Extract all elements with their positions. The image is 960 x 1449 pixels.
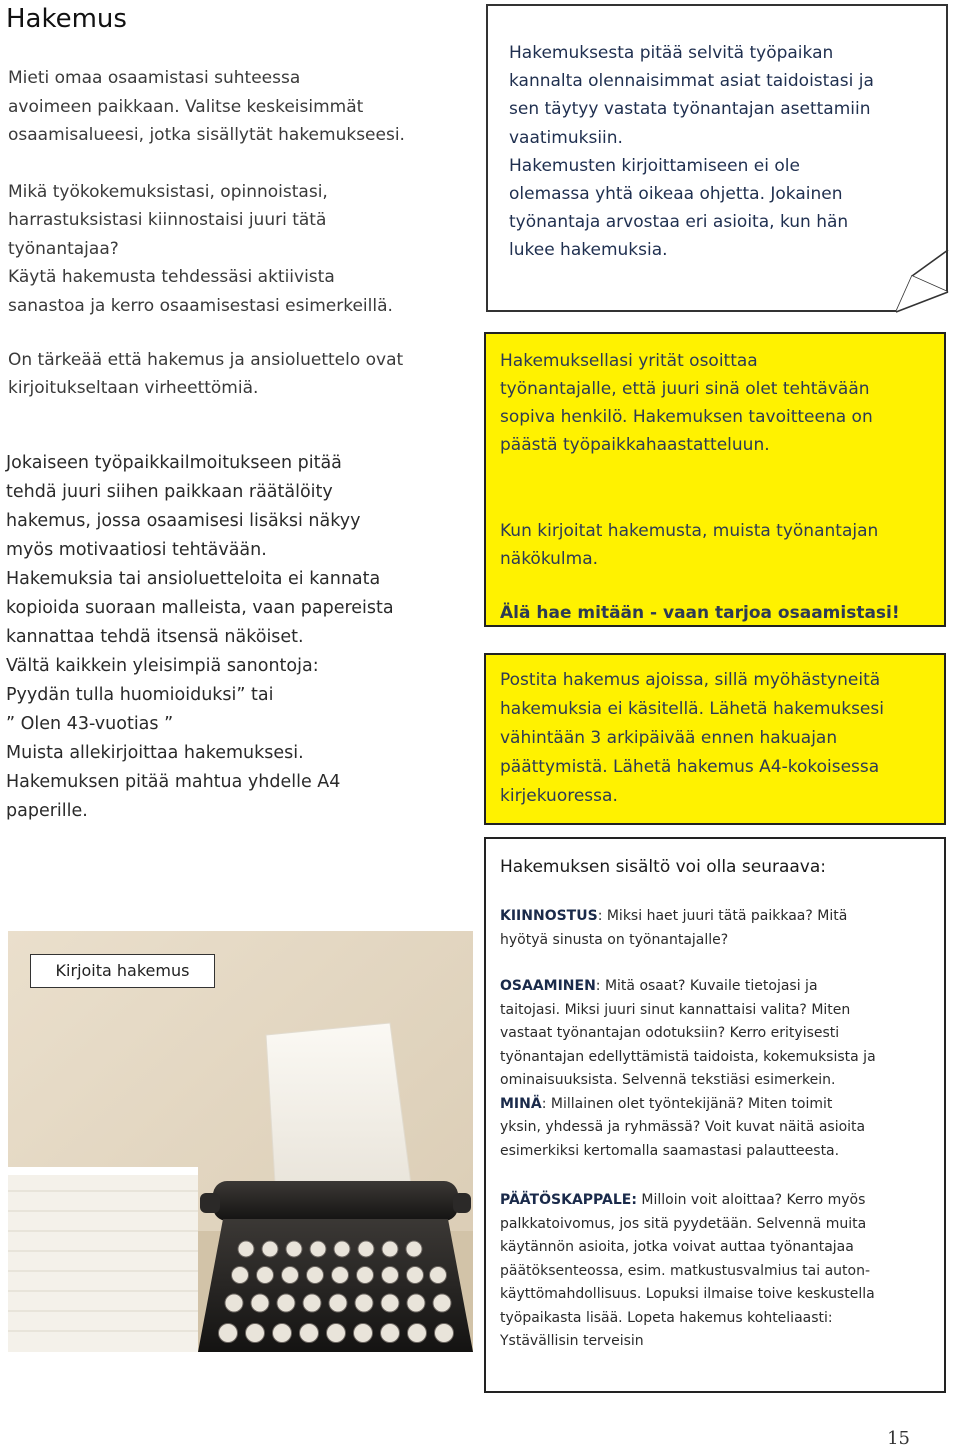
callout-line: vaatimuksiin. (509, 127, 623, 148)
intro-line: Mikä työkokemuksistasi, opinnoistasi, (8, 181, 328, 202)
advice-line: Hakemuksen pitää mahtua yhdelle A4 (6, 772, 341, 792)
highlight-box-goal (484, 332, 946, 627)
mailing-line: päättymistä. Lähetä hakemus A4-kokoisessa (500, 757, 880, 777)
advice-line: Hakemuksia tai ansioluetteloita ei kannata (6, 569, 381, 589)
typewriter-illustration (8, 931, 473, 1352)
section-line: työnantajan edellyttämistä taidoista, kokemuksista ja (500, 1048, 876, 1065)
section-line: käyttömahdollisuus. Lopuksi ilmaise toive keskustella (500, 1286, 875, 1302)
section-line: : Miksi haet juuri tätä paikkaa? Mitä (597, 908, 848, 924)
advice-line: Pyydän tulla huomioiduksi” tai (6, 685, 274, 705)
advice-line: Jokaiseen työpaikkailmoitukseen pitää (6, 453, 342, 473)
section-line: työpaikasta lisää. Lopeta hakemus kohteliaasti: (500, 1309, 833, 1326)
accuracy-note (8, 346, 403, 402)
callout-line: kannalta olennaisimmat asiat taidoistasi ja (509, 71, 874, 92)
advice-line: kopioida suoraan malleista, vaan papereista (6, 598, 394, 618)
advice-line: hakemus, jossa osaamisesi lisäksi näkyy (6, 511, 361, 531)
perspective-line: näkökulma. (500, 549, 599, 569)
section-line: Ystävällisin terveisin (500, 1333, 644, 1349)
mailing-line: hakemuksia ei käsitellä. Lähetä hakemuksesi (500, 699, 884, 719)
advice-line: paperille. (6, 801, 88, 821)
note-line: kirjoitukseltaan virheettömiä. (8, 378, 259, 398)
section-label: KIINNOSTUS (500, 908, 598, 924)
advice-line: tehdä juuri siihen paikkaan räätälöity (6, 482, 333, 502)
section-line: taitojasi. Miksi juuri sinut kannattaisi valita? Miten (500, 1001, 851, 1018)
section-line: yksin, yhdessä ja ryhmässä? Voit kuvat näitä asioita (500, 1119, 866, 1135)
mailing-line: Postita hakemus ajoissa, sillä myöhästyneitä (500, 670, 881, 690)
intro-line: sanastoa ja kerro osaamisestasi esimerkeillä. (8, 295, 393, 316)
advice-line: ” Olen 43-vuotias ” (6, 714, 174, 734)
section-line: Milloin voit aloittaa? Kerro myös (636, 1192, 866, 1208)
goal-line: työnantajalle, että juuri sinä olet tehtävään (500, 379, 870, 399)
section-line: käytännön asioita, jotka voivat auttaa työnantajaa (500, 1239, 854, 1255)
perspective-line: Kun kirjoitat hakemusta, muista työnantajan (500, 521, 879, 541)
section-line: ominaisuuksista. Selvennä tekstiäsi esimerkein. (500, 1072, 836, 1088)
advice-line: Vältä kaikkein yleisimpiä sanontoja: (6, 656, 319, 676)
section-line: vastaat työnantajan odotuksiin? Kerro erityisesti (500, 1025, 840, 1041)
callout-line: Hakemusten kirjoittamiseen ei ole (509, 155, 800, 176)
section-line: : Millainen olet työntekijänä? Miten toimit (541, 1095, 833, 1112)
section-paatoskappale (500, 1189, 875, 1354)
section-line: : Mitä osaat? Kuvaile tietojasi ja (595, 978, 818, 994)
content-heading: Hakemuksen sisältö voi olla seuraava: (500, 857, 826, 877)
advice-line: myös motivaatiosi tehtävään. (6, 540, 267, 560)
goal-line: Hakemuksellasi yrität osoittaa (500, 351, 758, 371)
intro-line: harrastuksistasi kiinnostaisi juuri tätä (8, 210, 327, 230)
intro-text (8, 64, 405, 320)
intro-line: osaamisalueesi, jotka sisällytät hakemukseesi. (8, 125, 405, 145)
mailing-text (500, 666, 884, 811)
application-content-box (484, 837, 946, 1393)
goal-text (500, 347, 873, 459)
note-line: On tärkeää että hakemus ja ansioluettelo ovat (8, 350, 404, 370)
section-line: palkkatoivomus, jos sitä pyydetään. Selvennä muita (500, 1215, 867, 1232)
page-number: 15 (887, 1428, 910, 1449)
mailing-line: vähintään 3 arkipäivää ennen hakuajan (500, 728, 838, 748)
photo-caption: Kirjoita hakemus (30, 954, 215, 988)
intro-line: avoimeen paikkaan. Valitse keskeisimmät (8, 96, 364, 117)
mailing-line: kirjekuoressa. (500, 786, 618, 806)
callout-text (509, 39, 874, 265)
section-line: esimerkiksi kertomalla saamastasi palautteesta. (500, 1142, 840, 1159)
callout-line: olemassa yhtä oikeaa ohjetta. Jokainen (509, 184, 843, 205)
emphasis-text: Älä hae mitään - vaan tarjoa osaamistasi! (500, 603, 900, 623)
section-osaaminen (500, 975, 876, 1163)
callout-note (486, 4, 948, 312)
tailoring-advice (6, 449, 394, 826)
section-kiinnostus (500, 905, 847, 952)
section-label: PÄÄTÖSKAPPALE: (500, 1192, 637, 1208)
goal-line: päästä työpaikkahaastatteluun. (500, 435, 770, 455)
perspective-text (500, 517, 878, 573)
typewriter-photo (8, 931, 473, 1352)
callout-line: Hakemuksesta pitää selvitä työpaikan (509, 43, 834, 63)
advice-line: Muista allekirjoittaa hakemuksesi. (6, 743, 304, 763)
highlight-box-mailing (484, 653, 946, 825)
section-line: päätöksenteossa, esim. matkustusvalmius tai auton- (500, 1262, 871, 1279)
intro-line: Mieti omaa osaamistasi suhteessa (8, 68, 301, 88)
section-label: MINÄ (500, 1095, 542, 1112)
section-line: hyötyä sinusta on työnantajalle? (500, 931, 729, 948)
intro-line: työnantajaa? (8, 238, 119, 259)
callout-line: työnantaja arvostaa eri asioita, kun hän (509, 212, 849, 233)
callout-line: lukee hakemuksia. (509, 240, 668, 261)
page-title: Hakemus (6, 4, 127, 34)
callout-line: sen täytyy vastata työnantajan asettamiin (509, 99, 871, 120)
intro-line: Käytä hakemusta tehdessäsi aktiivista (8, 267, 335, 287)
advice-line: kannattaa tehdä itsensä näköiset. (6, 627, 304, 647)
section-label: OSAAMINEN (500, 978, 596, 994)
goal-line: sopiva henkilö. Hakemuksen tavoitteena on (500, 407, 873, 427)
